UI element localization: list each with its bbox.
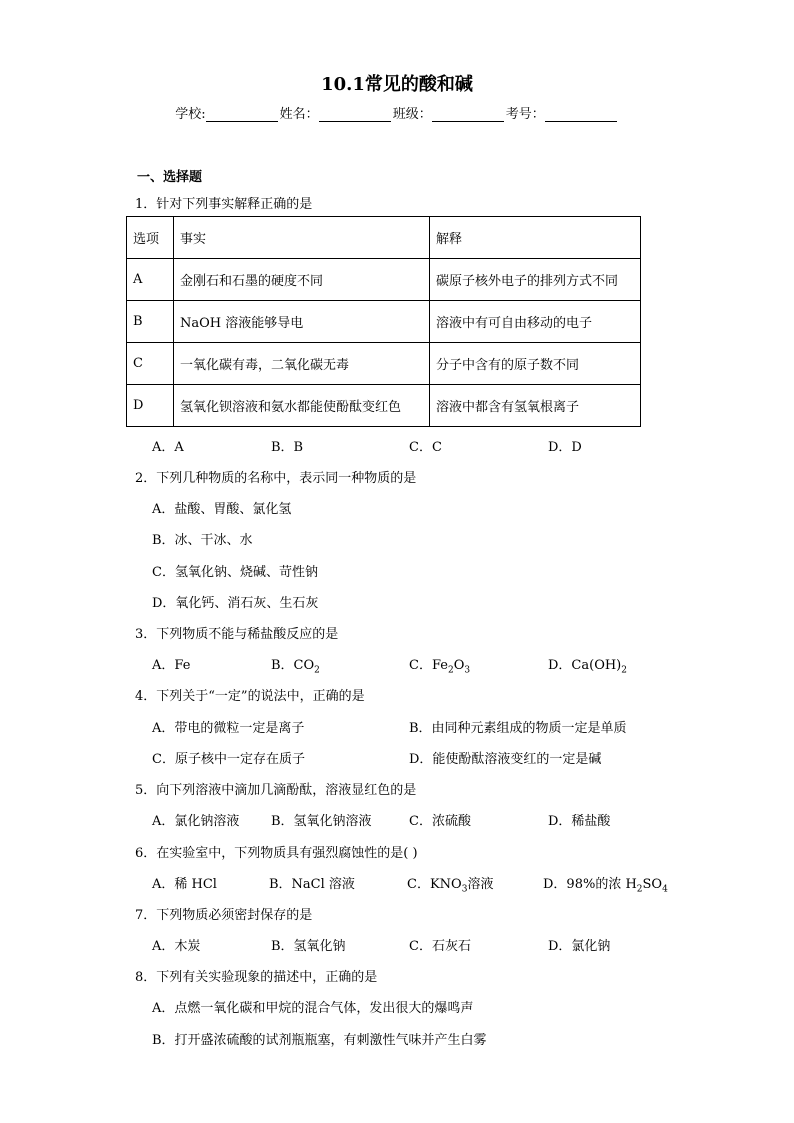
option-a: A．稀 HCl (152, 877, 217, 892)
table-cell: 碳原子核外电子的排列方式不同 (430, 259, 641, 301)
question-8-stem: 8．下列有关实验现象的描述中，正确的是 (135, 970, 378, 985)
table-cell: A (127, 259, 174, 301)
option-b: B．由同种元素组成的物质一定是单质 (409, 721, 627, 736)
option-a: A．带电的微粒一定是离子 (152, 721, 305, 736)
option-c: C．原子核中一定存在质子 (152, 752, 305, 767)
option-c: C．浓硫酸 (409, 814, 471, 829)
option-d: D．$Ca(OH)_2$ (548, 658, 627, 676)
number-label: 考号： (505, 107, 545, 122)
option-b: B．打开盛浓硫酸的试剂瓶瓶塞，有刺激性气味并产生白雾 (152, 1033, 487, 1048)
table-cell: 事实 (174, 217, 430, 259)
table-cell: NaOH 溶液能够导电 (174, 301, 430, 343)
option-d: D．D (548, 440, 582, 455)
question-4-stem: 4．下列关于“一定”的说法中，正确的是 (135, 689, 365, 704)
page-title: 10.1常见的酸和碱 (321, 74, 473, 95)
table-cell: 分子中含有的原子数不同 (430, 343, 641, 385)
question-1-table (126, 216, 641, 427)
table-cell: 一氧化碳有毒，二氧化碳无毒 (174, 343, 430, 385)
table-cell: 解释 (430, 217, 641, 259)
option-c: C．氢氧化钠、烧碱、苛性钠 (152, 565, 318, 580)
option-d: D．稀盐酸 (548, 814, 611, 829)
option-d: D．98%的浓 $H_2SO_4$ (543, 877, 668, 895)
table-cell: D (127, 385, 174, 427)
name-label: 姓名： (279, 107, 319, 122)
option-d: D．氯化钠 (548, 939, 611, 954)
table-cell: 溶液中都含有氢氧根离子 (430, 385, 641, 427)
option-b: B．B (271, 440, 304, 455)
school-label: 学校: (175, 107, 206, 122)
option-c: C．石灰石 (409, 939, 471, 954)
table-header-row (127, 217, 641, 259)
class-blank (432, 107, 504, 122)
question-3-stem: 3．下列物质不能与稀盐酸反应的是 (135, 627, 339, 642)
table-cell: 选项 (127, 217, 174, 259)
option-d: D．能使酚酞溶液变红的一定是碱 (409, 752, 602, 767)
option-b: B．冰、干冰、水 (152, 533, 253, 548)
table-row (127, 343, 641, 385)
option-d: D．氧化钙、消石灰、生石灰 (152, 596, 319, 611)
option-b: B．氢氧化钠 (271, 939, 346, 954)
option-b: B．NaCl 溶液 (269, 877, 355, 892)
table-row (127, 301, 641, 343)
table-cell: 溶液中有可自由移动的电子 (430, 301, 641, 343)
question-7-stem: 7．下列物质必须密封保存的是 (135, 908, 313, 923)
school-blank (206, 107, 278, 122)
option-c: C．$Fe_2O_3$ (409, 658, 471, 676)
option-a: A．氯化钠溶液 (152, 814, 240, 829)
question-1-stem: 1．针对下列事实解释正确的是 (135, 197, 313, 212)
option-c: C．C (409, 440, 442, 455)
table-cell: B (127, 301, 174, 343)
option-c: C．$KNO_3$溶液 (407, 877, 494, 895)
table-cell: 氢氧化钡溶液和氨水都能使酚酞变红色 (174, 385, 430, 427)
section-heading: 一、选择题 (137, 170, 203, 185)
class-label: 班级： (392, 107, 432, 122)
option-a: A．盐酸、胃酸、氯化氢 (152, 502, 292, 517)
table-cell: C (127, 343, 174, 385)
table-row (127, 385, 641, 427)
option-b: B．$CO_2$ (271, 658, 320, 676)
option-a: A．木炭 (152, 939, 201, 954)
question-6-stem: 6．在实验室中，下列物质具有强烈腐蚀性的是( ) (135, 846, 418, 861)
question-2-stem: 2．下列几种物质的名称中，表示同一种物质的是 (135, 471, 417, 486)
table-cell: 金刚石和石墨的硬度不同 (174, 259, 430, 301)
student-info-line (0, 103, 794, 122)
name-blank (319, 107, 391, 122)
option-b: B．氢氧化钠溶液 (271, 814, 372, 829)
number-blank (545, 107, 617, 122)
table-row (127, 259, 641, 301)
option-a: A．A (152, 440, 184, 455)
option-a: A．点燃一氧化碳和甲烷的混合气体，发出很大的爆鸣声 (152, 1001, 474, 1016)
option-a: A．Fe (152, 658, 191, 673)
question-5-stem: 5．向下列溶液中滴加几滴酚酞，溶液显红色的是 (135, 783, 417, 798)
